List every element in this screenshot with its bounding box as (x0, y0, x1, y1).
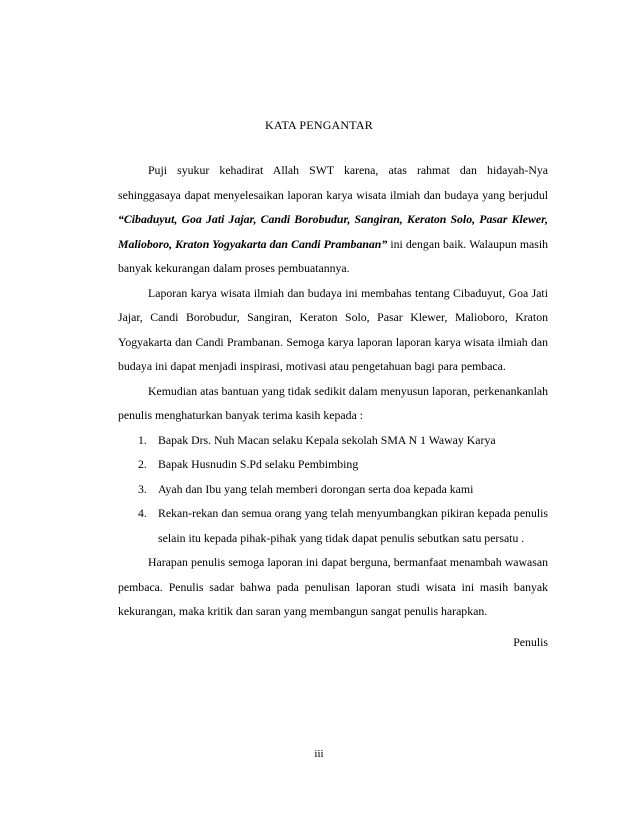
paragraph-intro-text-b: ini dengan baik. Walaupun masih banyak kekurangan dalam proses pembuatannya. (118, 236, 549, 275)
signature: Penulis (513, 635, 548, 649)
list-item-text: Rekan-rekan dan semua orang yang telah menyumbangkan pikiran kepada penulis selain itu kepada pihak-pihak yang tidak dapat penulis sebutkan satu persatu . (158, 506, 548, 545)
list-item-number: 1. (138, 432, 147, 447)
paragraph-closing: Harapan penulis semoga laporan ini dapat berguna, bermanfaat menambah wawasan pembaca. Penulis sadar bahwa pada penulisan laporan studi wisata ini masih banyak kekurangan, maka kritik dan saran yang membangun sangat penulis harapkan. (118, 555, 548, 618)
list-item-number: 3. (138, 481, 147, 496)
document-body (118, 158, 548, 624)
list-item-text: Ayah dan Ibu yang telah memberi dorongan serta doa kepada kami (158, 481, 474, 496)
paragraph-intro-text-a: Puji syukur kehadirat Allah SWT karena, atas rahmat dan hidayah-Nya sehinggasaya dapat menyelesaikan laporan karya wisata ilmiah dan budaya yang berjudul (118, 163, 548, 202)
paragraph-content: Laporan karya wisata ilmiah dan budaya ini membahas tentang Cibaduyut, Goa Jati Jajar, Candi Borobudur, Sangiran, Keraton Solo, Pasar Klewer, Malioboro, Kraton Yogyakarta dan Candi Prambanan. Semoga karya laporan laporan karya wisata ilmiah dan budaya ini dapat menjadi inspirasi, motivasi atau pengetahuan bagi para pembaca. (118, 285, 548, 373)
paragraph-thanks-intro: Kemudian atas bantuan yang tidak sedikit dalam menyusun laporan, perkenankanlah penulis menghaturkan banyak terima kasih kepada : (118, 383, 548, 422)
paragraph-intro (118, 158, 548, 281)
list-item-text: Bapak Husnudin S.Pd selaku Pembimbing (158, 457, 359, 471)
list-item (118, 428, 548, 453)
list-item-text: Bapak Drs. Nuh Macan selaku Kepala sekolah SMA N 1 Waway Karya (158, 432, 496, 447)
page-title: KATA PENGANTAR (265, 118, 373, 132)
thanks-list (118, 428, 548, 551)
list-item (118, 501, 548, 550)
list-item-number: 2. (138, 457, 147, 471)
page-number: iii (314, 748, 324, 760)
list-item (118, 452, 548, 477)
list-item-number: 4. (138, 506, 147, 520)
report-title-emphasis: “Cibaduyut, Goa Jati Jajar, Candi Borobudur, Sangiran, Keraton Solo, Pasar Klewer, Malioboro, Kraton Yogyakarta dan Candi Prambanan” (118, 212, 548, 251)
list-item (118, 477, 548, 502)
